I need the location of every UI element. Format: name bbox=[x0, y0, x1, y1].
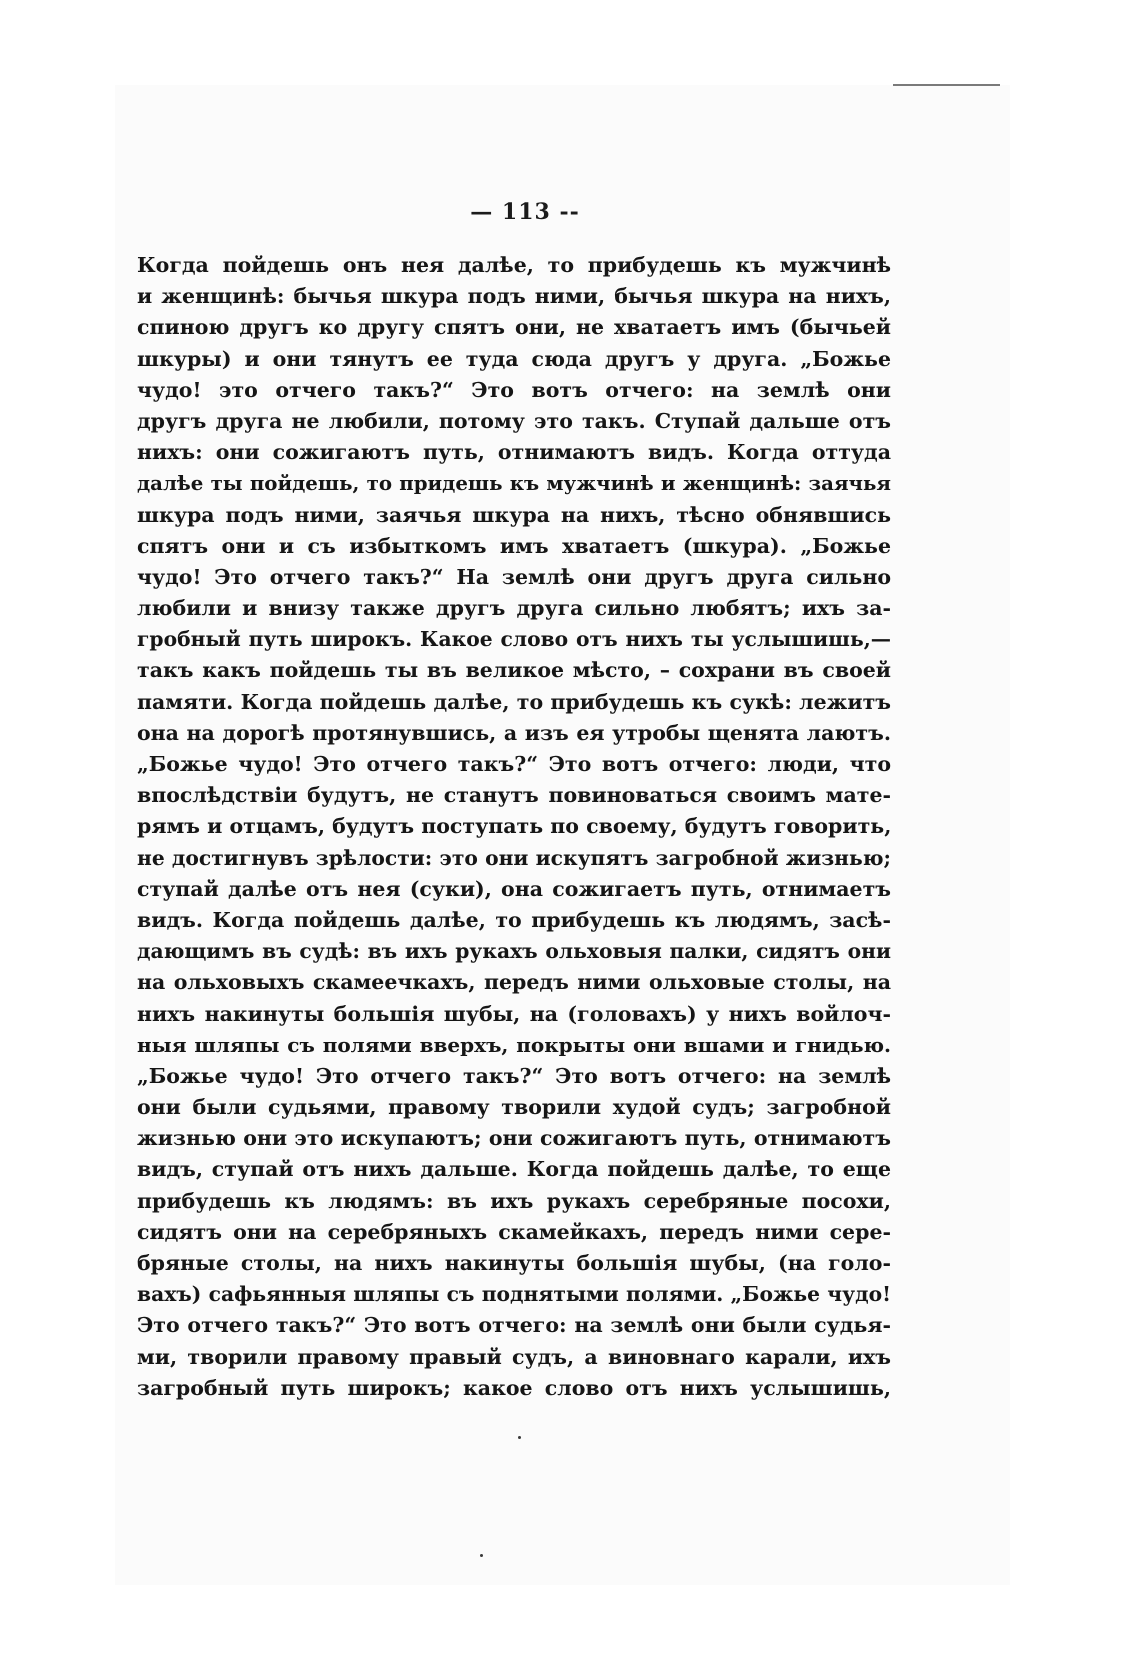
text-line: ныя шляпы съ полями вверхъ, покрыты они вшами и гнидью. bbox=[137, 1032, 891, 1057]
text-line: памяти. Когда пойдешь далѣе, то прибудешь къ сукѣ: лежитъ bbox=[137, 689, 891, 714]
text-line: видъ, ступай отъ нихъ дальше. Когда пойдешь далѣе, то еще bbox=[137, 1157, 891, 1182]
text-line: сидятъ они на серебряныхъ скамейкахъ, передъ ними сере- bbox=[137, 1219, 891, 1244]
text-line: нихъ накинуты большія шубы, на (головахъ) у нихъ войлоч- bbox=[137, 1001, 891, 1026]
text-line: Это отчего такъ?“ Это вотъ отчего: на землѣ они были судья- bbox=[137, 1313, 891, 1338]
text-line: чудо! это отчего такъ?“ Это вотъ отчего: на землѣ они bbox=[137, 377, 891, 402]
text-line: спиною другъ ко другу спятъ они, не хватаетъ имъ (бычьей bbox=[137, 315, 891, 340]
text-line: впослѣдствіи будутъ, не станутъ повиноваться своимъ мате- bbox=[137, 783, 891, 808]
text-line: шкуры) и они тянутъ ее туда сюда другъ у друга. „Божье bbox=[137, 346, 891, 371]
text-line: ступай далѣе отъ нея (суки), она сожигаетъ путь, отнимаетъ bbox=[137, 876, 891, 901]
text-line: бряные столы, на нихъ накинуты большія шубы, (на голо- bbox=[137, 1251, 891, 1275]
ink-speck bbox=[480, 1554, 483, 1557]
text-line: и женщинѣ: бычья шкура подъ ними, бычья шкура на нихъ, bbox=[137, 284, 891, 309]
text-line: ми, творили правому правый судъ, а виновнаго карали, ихъ bbox=[137, 1344, 891, 1369]
text-line: дающимъ въ судѣ: въ ихъ рукахъ ольховыя палки, сидятъ они bbox=[137, 939, 891, 964]
text-line: Когда пойдешь онъ нея далѣе, то прибудешь къ мужчинѣ bbox=[137, 253, 891, 277]
text-line: вахъ) сафьянныя шляпы съ поднятыми полями. „Божье чудо! bbox=[137, 1282, 891, 1307]
text-line: шкура подъ ними, заячья шкура на нихъ, тѣсно обнявшись bbox=[137, 502, 891, 527]
text-line: далѣе ты пойдешь, то придешь къ мужчинѣ и женщинѣ: заячья bbox=[137, 471, 891, 496]
text-line: не достигнувъ зрѣлости: это они искупятъ загробной жизнью; bbox=[137, 845, 891, 870]
body-text bbox=[137, 250, 891, 1404]
text-line: „Божье чудо! Это отчего такъ?“ Это вотъ отчего: на землѣ bbox=[137, 1063, 891, 1088]
text-line: на ольховыхъ скамеечкахъ, передъ ними ольховые столы, на bbox=[137, 970, 891, 995]
text-line: такъ какъ пойдешь ты въ великое мѣсто, – сохрани въ своей bbox=[137, 658, 891, 683]
text-line: жизнью они это искупаютъ; они сожигаютъ путь, отнимаютъ bbox=[137, 1126, 891, 1151]
text-line: спятъ они и съ избыткомъ имъ хватаетъ (шкура). „Божье bbox=[137, 533, 891, 558]
text-line: прибудешь къ людямъ: въ ихъ рукахъ серебряные посохи, bbox=[137, 1188, 891, 1213]
text-line: „Божье чудо! Это отчего такъ?“ Это вотъ отчего: люди, что bbox=[137, 752, 891, 776]
text-line: любили и внизу также другъ друга сильно любятъ; ихъ за- bbox=[137, 596, 891, 621]
page-number: — 113 -- bbox=[470, 199, 580, 225]
top-rule-divider bbox=[893, 84, 1000, 86]
text-line: видъ. Когда пойдешь далѣе, то прибудешь къ людямъ, засѣ- bbox=[137, 907, 891, 932]
text-line: нихъ: они сожигаютъ путь, отнимаютъ видъ. Когда оттуда bbox=[137, 440, 891, 465]
text-line: рямъ и отцамъ, будутъ поступать по своему, будутъ говорить, bbox=[137, 814, 891, 839]
text-line: другъ друга не любили, потому это такъ. Ступай дальше отъ bbox=[137, 408, 891, 433]
ink-speck bbox=[518, 1436, 521, 1439]
text-line: они были судьями, правому творили худой судъ; загробной bbox=[137, 1095, 891, 1120]
text-line: она на дорогѣ протянувшись, а изъ ея утробы щенята лаютъ. bbox=[137, 720, 891, 745]
text-line: чудо! Это отчего такъ?“ На землѣ они другъ друга сильно bbox=[137, 564, 891, 589]
text-line: загробный путь широкъ; какое слово отъ нихъ услышишь, bbox=[137, 1375, 891, 1400]
text-line: гробный путь широкъ. Какое слово отъ нихъ ты услышишь,— bbox=[137, 627, 891, 652]
